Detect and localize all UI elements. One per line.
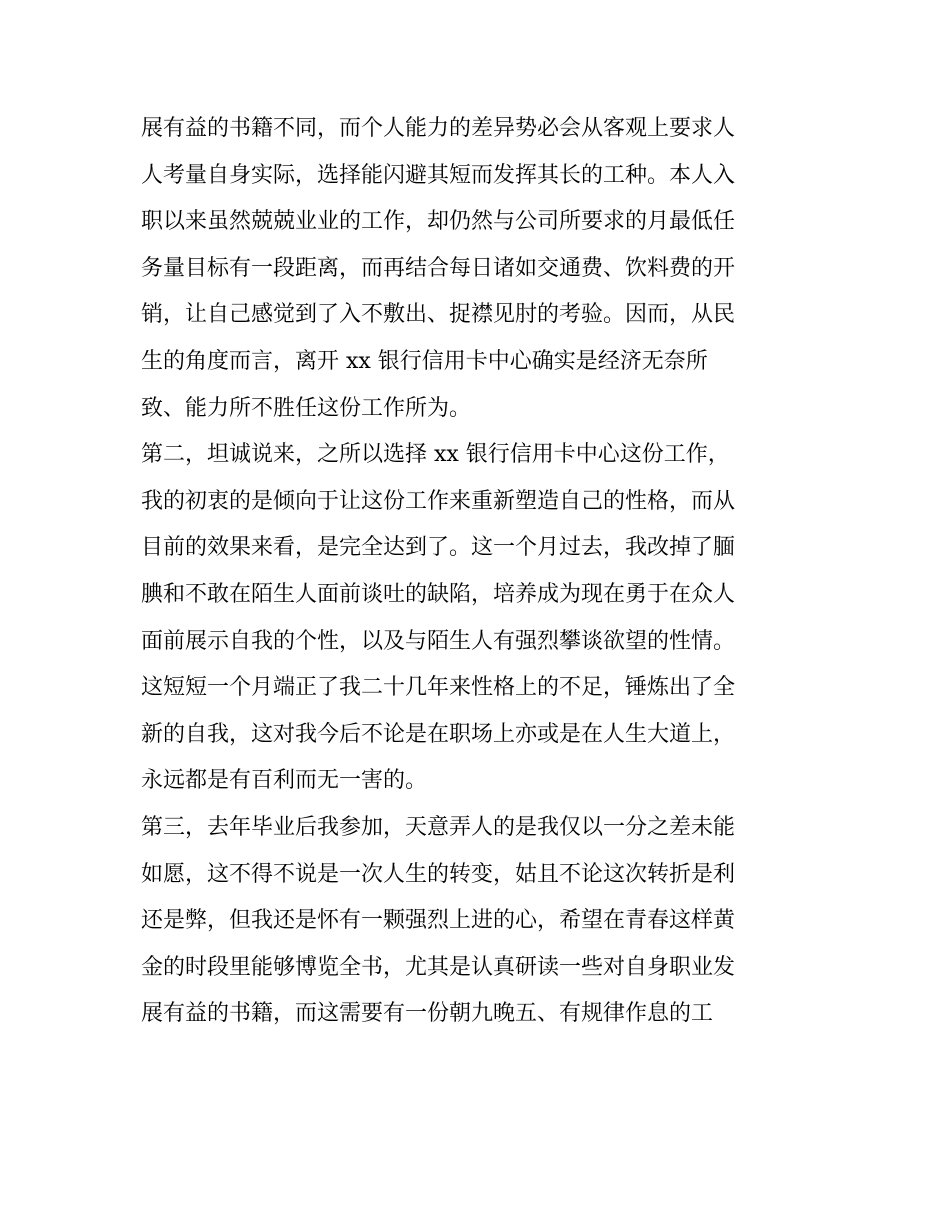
text-line: 生的角度而言，离开 xx 银行信用卡中心确实是经济无奈所 bbox=[141, 348, 708, 374]
text-line: 第三，去年毕业后我参加，天意弄人的是我仅以一分之差未能 bbox=[141, 814, 736, 840]
text-line: 还是弊，但我还是怀有一颗强烈上进的心，希望在青春这样黄 bbox=[141, 908, 736, 934]
text-line: 致、能力所不胜任这份工作所为。 bbox=[141, 395, 472, 421]
text-line: 永远都是有百利而无一害的。 bbox=[141, 768, 428, 794]
text-line: 新的自我，这对我今后不论是在职场上亦或是在人生大道上， bbox=[141, 721, 736, 747]
text-line: 销，让自己感觉到了入不敷出、捉襟见肘的考验。因而，从民 bbox=[141, 302, 736, 328]
text-line: 人考量自身实际，选择能闪避其短而发挥其长的工种。本人入 bbox=[141, 162, 736, 188]
text-line: 职以来虽然兢兢业业的工作，却仍然与公司所要求的月最低任 bbox=[141, 209, 736, 235]
text-line: 务量目标有一段距离，而再结合每日诸如交通费、饮料费的开 bbox=[141, 255, 736, 281]
text-line: 这短短一个月端正了我二十几年来性格上的不足，锤炼出了全 bbox=[141, 675, 736, 701]
text-line: 展有益的书籍不同，而个人能力的差异势必会从客观上要求人 bbox=[141, 116, 736, 141]
text-line: 目前的效果来看，是完全达到了。这一个月过去，我改掉了腼 bbox=[141, 535, 736, 561]
text-line: 金的时段里能够博览全书，尤其是认真研读一些对自身职业发 bbox=[141, 954, 736, 980]
text-line: 腆和不敢在陌生人面前谈吐的缺陷，培养成为现在勇于在众人 bbox=[141, 581, 736, 607]
text-line: 面前展示自我的个性，以及与陌生人有强烈攀谈欲望的性情。 bbox=[141, 628, 736, 654]
text-line: 展有益的书籍，而这需要有一份朝九晚五、有规律作息的工 bbox=[141, 1001, 714, 1027]
body-text bbox=[141, 106, 831, 1038]
text-line: 第二，坦诚说来，之所以选择 xx 银行信用卡中心这份工作， bbox=[141, 442, 730, 468]
text-line: 我的初衷的是倾向于让这份工作来重新塑造自己的性格，而从 bbox=[141, 488, 736, 514]
text-line: 如愿，这不得不说是一次人生的转变，姑且不论这次转折是利 bbox=[141, 861, 736, 887]
